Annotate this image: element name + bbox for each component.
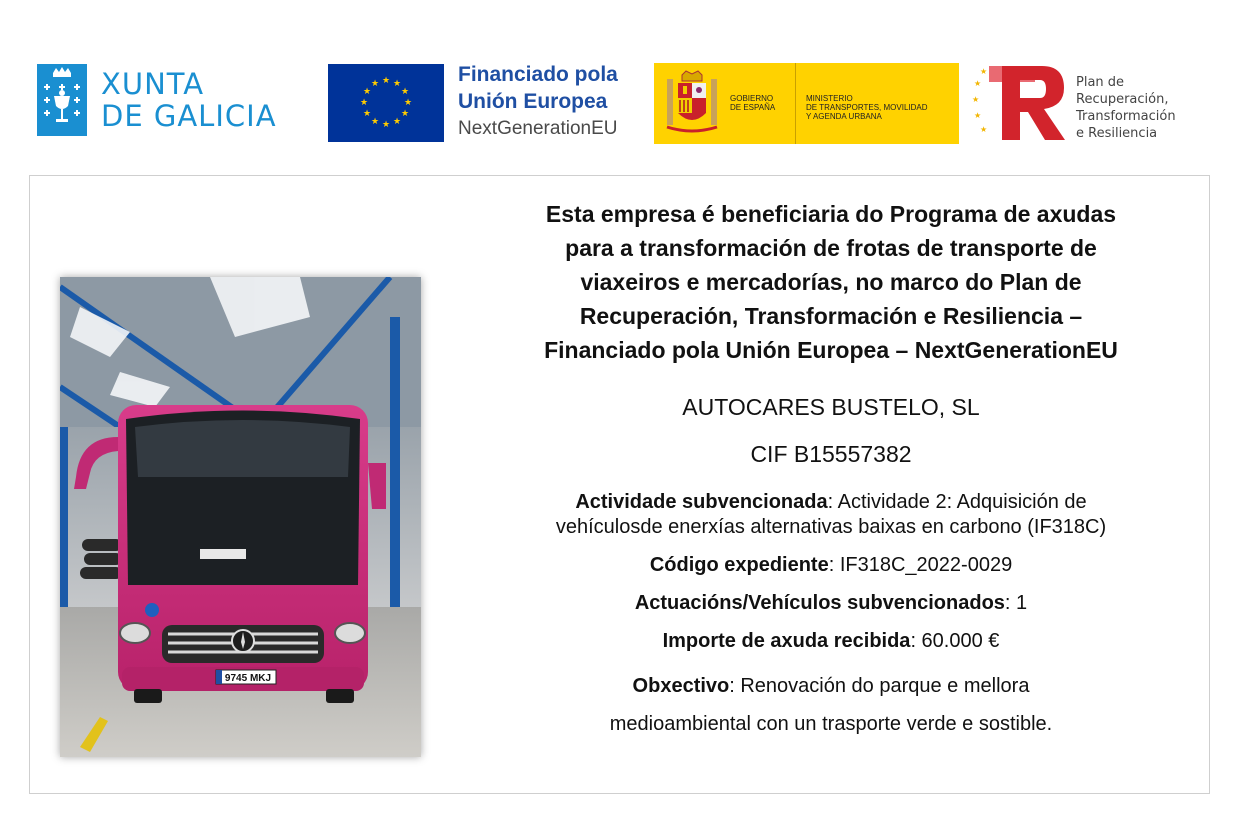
svg-text:★: ★ bbox=[400, 87, 410, 97]
bus-photo bbox=[60, 277, 421, 757]
code-value: : IF318C_2022-0029 bbox=[828, 554, 1013, 576]
eu-line-3: NextGenerationEU bbox=[458, 118, 618, 139]
gobierno-divider bbox=[795, 63, 796, 144]
objective-value: : Renovación do parque e mellora bbox=[729, 675, 1030, 697]
eu-line-1: Financiado pola bbox=[458, 63, 618, 86]
xunta-line-2: DE GALICIA bbox=[101, 99, 277, 133]
eu-flag-icon bbox=[328, 64, 444, 142]
code-label: Código expediente bbox=[649, 554, 829, 576]
svg-text:★: ★ bbox=[392, 117, 402, 127]
svg-text:★: ★ bbox=[359, 98, 369, 108]
svg-text:★: ★ bbox=[974, 79, 982, 88]
headline-line: para a transformación de frotas de transporte de bbox=[565, 235, 1097, 261]
logo-bar bbox=[0, 0, 1236, 170]
activity-row bbox=[478, 490, 1184, 515]
objective-block bbox=[478, 667, 1184, 743]
ministerio-line-1: MINISTERIO bbox=[806, 94, 853, 103]
prtr-tr-icon bbox=[972, 64, 1067, 142]
headline-line: Recuperación, Transformación e Resiliencia – bbox=[579, 303, 1083, 329]
svg-text:★: ★ bbox=[392, 79, 402, 89]
amount-value: : 60.000 € bbox=[910, 630, 1000, 652]
plan-recuperacion-logo bbox=[972, 64, 1202, 144]
vehicles-row bbox=[478, 591, 1184, 616]
xunta-de-galicia-logo bbox=[37, 64, 307, 136]
company-name: AUTOCARES BUSTELO, SL bbox=[682, 394, 980, 420]
headline-line: viaxeiros e mercadorías, no marco do Plan de bbox=[580, 269, 1082, 295]
grant-details bbox=[478, 490, 1184, 743]
gobierno-line-1: GOBIERNO bbox=[730, 94, 774, 103]
svg-text:★: ★ bbox=[400, 109, 410, 119]
ministerio-line-3: Y AGENDA URBANA bbox=[806, 112, 882, 121]
notice-headline bbox=[478, 197, 1184, 367]
galicia-crest-icon bbox=[37, 64, 87, 136]
svg-text:★: ★ bbox=[980, 67, 988, 76]
notice-content bbox=[478, 200, 1184, 743]
gobierno-line-2: DE ESPAÑA bbox=[730, 103, 776, 112]
headline-line: Esta empresa é beneficiaria do Programa de axudas bbox=[545, 201, 1117, 227]
svg-text:★: ★ bbox=[403, 98, 413, 108]
svg-text:★: ★ bbox=[980, 125, 988, 134]
objective-row-continued: medioambiental con un trasporte verde e sostible. bbox=[609, 713, 1053, 735]
spain-coat-of-arms-icon bbox=[664, 69, 720, 139]
ministerio-line-2: DE TRANSPORTES, MOVILIDAD bbox=[806, 103, 928, 112]
amount-row bbox=[478, 629, 1184, 654]
svg-text:★: ★ bbox=[974, 111, 982, 120]
gobierno-espana-logo bbox=[654, 63, 959, 144]
vehicles-label: Actuacións/Vehículos subvencionados bbox=[634, 592, 1005, 614]
activity-label: Actividade subvencionada bbox=[575, 491, 828, 513]
eu-line-2: Unión Europea bbox=[458, 90, 608, 113]
svg-text:★: ★ bbox=[362, 87, 372, 97]
svg-text:★: ★ bbox=[381, 76, 391, 86]
company-cif: CIF B15557382 bbox=[750, 441, 912, 467]
objective-label: Obxectivo bbox=[632, 675, 730, 697]
headline-line: Financiado pola Unión Europea – NextGenerationEU bbox=[544, 337, 1118, 363]
prtr-line-1: Plan de bbox=[1076, 75, 1125, 90]
svg-text:★: ★ bbox=[362, 109, 372, 119]
amount-label: Importe de axuda recibida bbox=[662, 630, 911, 652]
prtr-line-3: Transformación bbox=[1076, 109, 1176, 124]
license-plate: 9745 MKJ bbox=[224, 673, 272, 684]
svg-text:★: ★ bbox=[370, 79, 380, 89]
xunta-line-1: XUNTA bbox=[101, 67, 205, 101]
activity-row-continued: vehículosde enerxías alternativas baixas en carbono (IF318C) bbox=[555, 516, 1107, 538]
objective-row bbox=[478, 667, 1184, 705]
svg-text:★: ★ bbox=[370, 117, 380, 127]
svg-text:★: ★ bbox=[972, 95, 980, 104]
prtr-line-2: Recuperación, bbox=[1076, 92, 1169, 107]
activity-value: : Actividade 2: Adquisición de bbox=[827, 491, 1087, 513]
vehicles-value: : 1 bbox=[1004, 592, 1028, 614]
prtr-line-4: e Resiliencia bbox=[1076, 126, 1158, 141]
svg-text:★: ★ bbox=[381, 120, 391, 130]
code-row bbox=[478, 553, 1184, 578]
eu-funding-logo bbox=[328, 64, 648, 142]
